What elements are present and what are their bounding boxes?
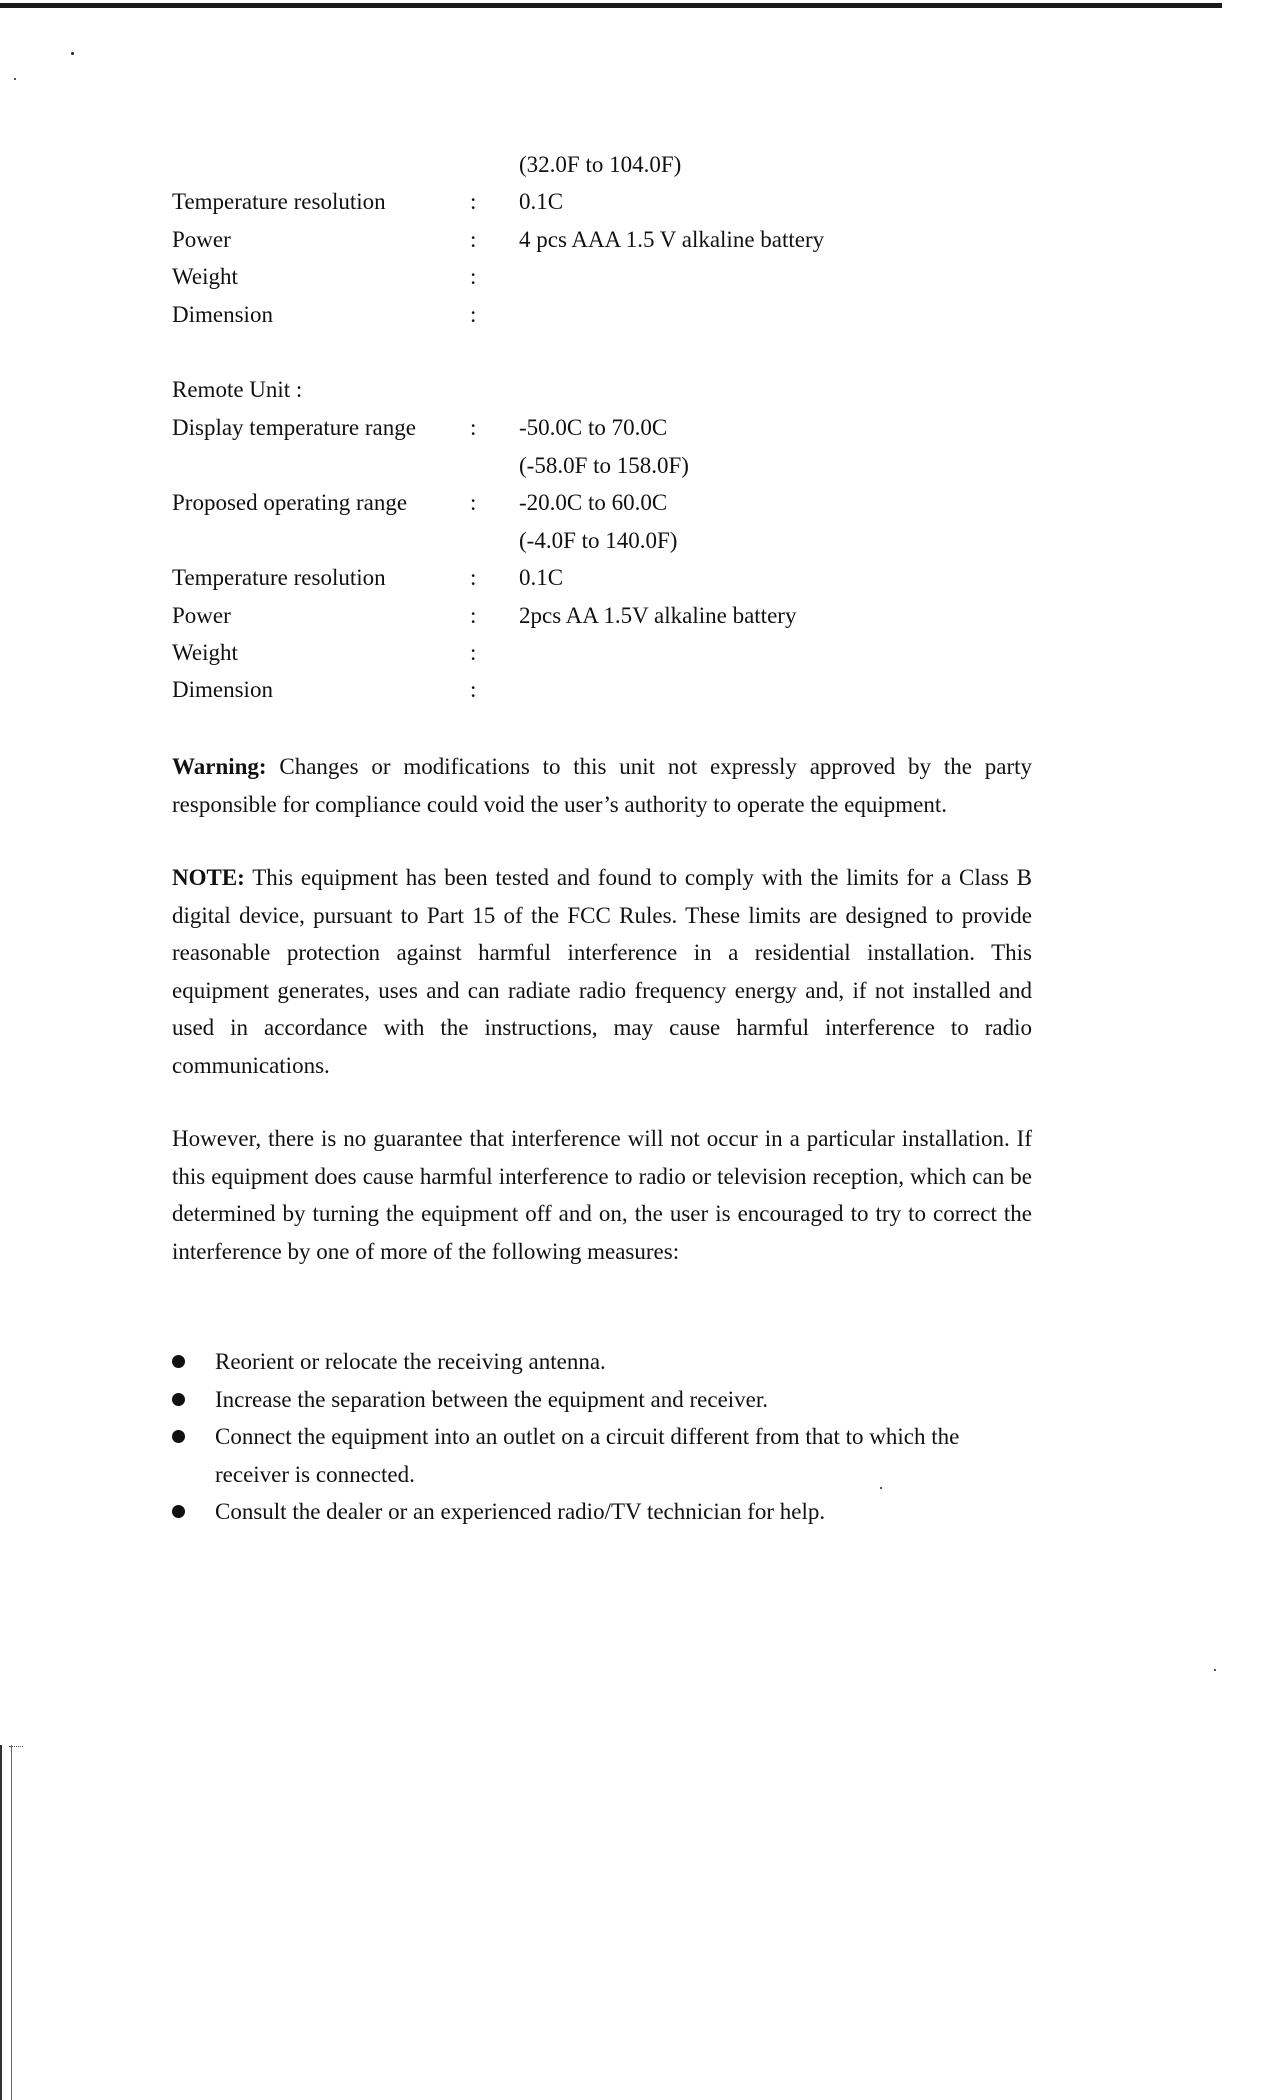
bullet-icon <box>172 1505 185 1518</box>
spec-label: Power <box>172 603 231 628</box>
spec-value: 0.1C <box>519 565 564 590</box>
measure-text: Connect the equipment into an outlet on a circuit different from that to which the receiver is connected. <box>215 1424 960 1487</box>
spec-colon: : <box>470 227 477 252</box>
note-lead: NOTE: <box>172 865 245 890</box>
measure-text: Increase the separation between the equipment and receiver. <box>215 1386 769 1412</box>
list-item <box>172 1343 1032 1381</box>
spec-label: Power <box>172 227 231 252</box>
spec-colon: : <box>470 490 477 515</box>
spec-colon: : <box>470 603 477 628</box>
spec-value: 4 pcs AAA 1.5 V alkaline battery <box>519 227 825 252</box>
warning-paragraph <box>172 748 1032 823</box>
list-item <box>172 1493 1032 1531</box>
spec-colon: : <box>470 189 477 214</box>
spec-label: Proposed operating range <box>172 490 408 515</box>
spec-label: Display temperature range <box>172 415 416 440</box>
warning-lead: Warning: <box>172 754 267 779</box>
spec-value: 0.1C <box>519 189 564 214</box>
bullet-icon <box>172 1430 185 1443</box>
spec-value: -20.0C to 60.0C <box>519 490 668 515</box>
spec-value: -50.0C to 70.0C <box>519 415 668 440</box>
spec-label: Dimension <box>172 302 273 327</box>
list-item <box>172 1381 1032 1419</box>
spec-value: (-58.0F to 158.0F) <box>519 453 689 478</box>
range-continuation: (32.0F to 104.0F) <box>519 152 682 177</box>
spec-label: Weight <box>172 264 238 289</box>
however-paragraph: However, there is no guarantee that interference will not occur in a particular installation. If this equipment does cause harmful interference to radio or television reception, which can be determined by turning the equipment off and on, the user is encouraged to try to correct the interference by one of more of the following measures: <box>172 1126 1032 1264</box>
spec-label: Dimension <box>172 677 273 702</box>
spec-value: (-4.0F to 140.0F) <box>519 528 678 553</box>
scan-speck <box>1214 1669 1216 1671</box>
measure-text: Reorient or relocate the receiving antenna. <box>215 1349 606 1374</box>
spec-colon: : <box>470 640 477 665</box>
spec-colon: : <box>470 264 477 289</box>
specifications-section <box>0 0 1270 700</box>
note-paragraph <box>172 859 1032 1084</box>
spec-value: 2pcs AA 1.5V alkaline battery <box>519 603 797 628</box>
left-binding-edge <box>0 1745 12 2100</box>
spec-label: Temperature resolution <box>172 565 386 590</box>
bullet-icon <box>172 1393 185 1406</box>
warning-text: Changes or modifications to this unit not expressly approved by the party responsible for compliance could void the user’s authority to operate the equipment. <box>172 754 1032 817</box>
spec-label: Weight <box>172 640 238 665</box>
spec-colon: : <box>470 415 477 440</box>
measures-list <box>172 1343 1032 1531</box>
note-text: This equipment has been tested and found to comply with the limits for a Class B digital device, pursuant to Part 15 of the FCC Rules. These limits are designed to provide reasonable protection against harmful interference in a residential installation. This equipment generates, uses and can radiate radio frequency energy and, if not installed and used in accordance with the instructions, may cause harmful interference to radio communications. <box>172 865 1032 1078</box>
spec-colon: : <box>470 565 477 590</box>
bullet-icon <box>172 1355 185 1368</box>
spec-colon: : <box>470 302 477 327</box>
list-item <box>172 1418 1032 1493</box>
spec-colon: : <box>470 677 477 702</box>
measure-text: Consult the dealer or an experienced radio/TV technician for help. <box>215 1499 826 1524</box>
remote-unit-heading: Remote Unit : <box>172 377 303 402</box>
spec-label: Temperature resolution <box>172 189 386 214</box>
left-binding-dots <box>9 1746 23 1747</box>
